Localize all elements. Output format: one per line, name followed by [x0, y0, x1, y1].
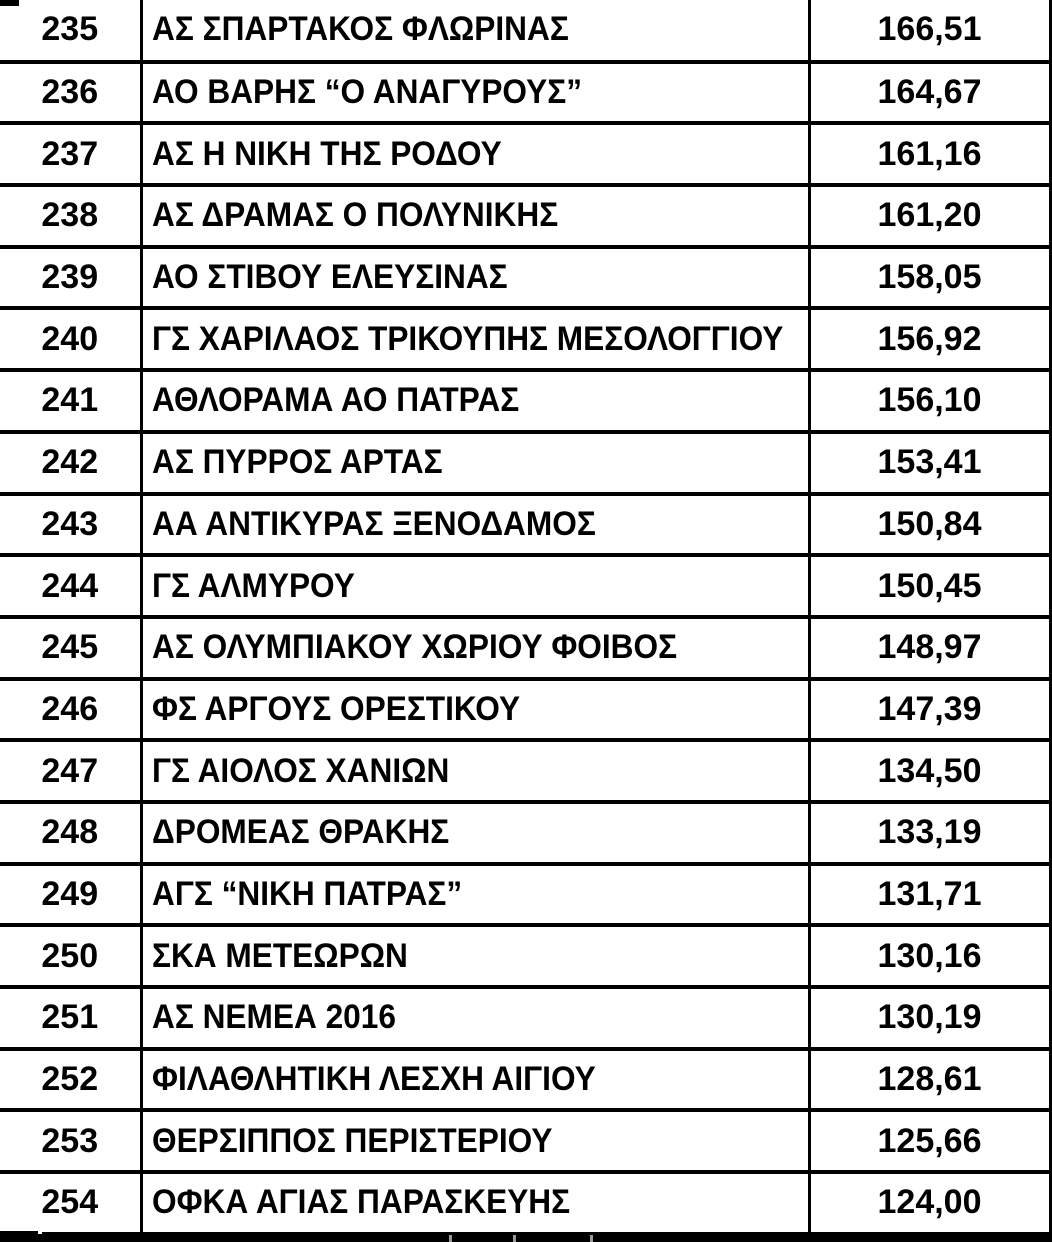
club-name-text: ΔΡΟΜΕΑΣ ΘΡΑΚΗΣ — [151, 813, 449, 852]
club-name-text: ΓΣ ΑΛΜΥΡΟΥ — [151, 566, 355, 605]
club-name-cell — [141, 185, 809, 247]
club-name-cell — [141, 370, 809, 432]
rank-cell: 242 — [0, 432, 141, 494]
points-cell: 161,20 — [809, 185, 1050, 247]
table-row — [0, 432, 1050, 494]
club-name-cell — [141, 1172, 809, 1234]
cropped-border-fragment-top-left — [0, 0, 19, 6]
club-name-text: ΟΦΚΑ ΑΓΙΑΣ ΠΑΡΑΣΚΕΥΗΣ — [151, 1183, 570, 1222]
rank-cell: 243 — [0, 494, 141, 556]
club-name-text: ΑΘΛΟΡΑΜΑ ΑΟ ΠΑΤΡΑΣ — [151, 381, 519, 420]
table-row — [0, 864, 1050, 926]
rank-cell: 248 — [0, 802, 141, 864]
rank-cell: 236 — [0, 62, 141, 124]
club-name-text: ΑΟ ΣΤΙΒΟΥ ΕΛΕΥΣΙΝΑΣ — [151, 258, 508, 297]
table-row — [0, 925, 1050, 987]
club-name-cell — [141, 1049, 809, 1111]
table-row — [0, 1172, 1050, 1234]
table-row — [0, 247, 1050, 309]
rank-cell: 241 — [0, 370, 141, 432]
club-name-text: ΑΟ ΒΑΡΗΣ “Ο ΑΝΑΓΥΡΟΥΣ” — [151, 73, 582, 112]
bottom-border-notch — [590, 1235, 593, 1242]
points-cell: 131,71 — [809, 864, 1050, 926]
club-name-cell — [141, 308, 809, 370]
rank-cell: 235 — [0, 0, 141, 62]
rank-cell: 253 — [0, 1110, 141, 1172]
rank-cell: 244 — [0, 555, 141, 617]
points-cell: 150,45 — [809, 555, 1050, 617]
rank-cell: 237 — [0, 123, 141, 185]
club-name-cell — [141, 987, 809, 1049]
table-row — [0, 494, 1050, 556]
points-cell: 147,39 — [809, 679, 1050, 741]
rank-cell: 249 — [0, 864, 141, 926]
points-cell: 133,19 — [809, 802, 1050, 864]
rank-cell: 252 — [0, 1049, 141, 1111]
club-name-cell — [141, 864, 809, 926]
points-cell: 166,51 — [809, 0, 1050, 62]
club-name-text: ΑΣ ΠΥΡΡΟΣ ΑΡΤΑΣ — [151, 443, 443, 482]
club-name-text: ΑΑ ΑΝΤΙΚΥΡΑΣ ΞΕΝΟΔΑΜΟΣ — [151, 504, 596, 543]
table-row — [0, 1049, 1050, 1111]
club-name-text: ΘΕΡΣΙΠΠΟΣ ΠΕΡΙΣΤΕΡΙΟΥ — [151, 1121, 552, 1160]
club-name-text: ΑΣ Η ΝΙΚΗ ΤΗΣ ΡΟΔΟΥ — [151, 134, 502, 173]
points-cell: 164,67 — [809, 62, 1050, 124]
points-cell: 148,97 — [809, 617, 1050, 679]
rank-cell: 238 — [0, 185, 141, 247]
points-cell: 156,92 — [809, 308, 1050, 370]
table-row — [0, 185, 1050, 247]
table-row — [0, 62, 1050, 124]
table-row — [0, 679, 1050, 741]
table-row — [0, 740, 1050, 802]
points-cell: 130,16 — [809, 925, 1050, 987]
club-name-text: ΑΓΣ “ΝΙΚΗ ΠΑΤΡΑΣ” — [151, 874, 462, 913]
points-cell: 134,50 — [809, 740, 1050, 802]
rank-cell: 251 — [0, 987, 141, 1049]
points-cell: 158,05 — [809, 247, 1050, 309]
club-name-cell — [141, 555, 809, 617]
club-name-text: ΦΙΛΑΘΛΗΤΙΚΗ ΛΕΣΧΗ ΑΙΓΙΟΥ — [151, 1060, 596, 1099]
points-cell: 125,66 — [809, 1110, 1050, 1172]
bottom-border-notch — [449, 1235, 452, 1242]
rank-cell: 239 — [0, 247, 141, 309]
rank-cell: 247 — [0, 740, 141, 802]
bottom-border-notch — [513, 1235, 516, 1242]
table-row — [0, 617, 1050, 679]
table-row — [0, 370, 1050, 432]
club-name-cell — [141, 494, 809, 556]
club-name-text: ΣΚΑ ΜΕΤΕΩΡΩΝ — [151, 936, 408, 975]
next-row-top-border — [0, 1234, 1052, 1242]
points-cell: 161,16 — [809, 123, 1050, 185]
club-name-cell — [141, 617, 809, 679]
club-name-text: ΓΣ ΑΙΟΛΟΣ ΧΑΝΙΩΝ — [151, 751, 449, 790]
club-name-cell — [141, 1110, 809, 1172]
points-cell: 130,19 — [809, 987, 1050, 1049]
table-row — [0, 555, 1050, 617]
club-name-text: ΑΣ ΣΠΑΡΤΑΚΟΣ ΦΛΩΡΙΝΑΣ — [151, 10, 569, 49]
club-name-text: ΑΣ ΟΛΥΜΠΙΑΚΟΥ ΧΩΡΙΟΥ ΦΟΙΒΟΣ — [151, 628, 677, 667]
table-row — [0, 0, 1050, 62]
club-name-cell — [141, 740, 809, 802]
club-name-cell — [141, 123, 809, 185]
club-name-text: ΓΣ ΧΑΡΙΛΑΟΣ ΤΡΙΚΟΥΠΗΣ ΜΕΣΟΛΟΓΓΙΟΥ — [151, 319, 783, 358]
rank-cell: 254 — [0, 1172, 141, 1234]
rank-cell: 245 — [0, 617, 141, 679]
points-cell: 156,10 — [809, 370, 1050, 432]
points-cell: 150,84 — [809, 494, 1050, 556]
table-row — [0, 987, 1050, 1049]
rank-cell: 240 — [0, 308, 141, 370]
club-name-cell — [141, 802, 809, 864]
table-row — [0, 308, 1050, 370]
table-row — [0, 802, 1050, 864]
points-cell: 153,41 — [809, 432, 1050, 494]
club-name-cell — [141, 62, 809, 124]
club-name-text: ΦΣ ΑΡΓΟΥΣ ΟΡΕΣΤΙΚΟΥ — [151, 689, 520, 728]
club-name-cell — [141, 247, 809, 309]
table-row — [0, 123, 1050, 185]
rank-cell: 246 — [0, 679, 141, 741]
club-name-cell — [141, 925, 809, 987]
club-name-text: ΑΣ ΝΕΜΕΑ 2016 — [151, 998, 396, 1037]
points-cell: 124,00 — [809, 1172, 1050, 1234]
club-name-cell — [141, 432, 809, 494]
club-name-cell — [141, 679, 809, 741]
club-name-cell — [141, 0, 809, 62]
rank-cell: 250 — [0, 925, 141, 987]
club-name-text: ΑΣ ΔΡΑΜΑΣ Ο ΠΟΛΥΝΙΚΗΣ — [151, 196, 558, 235]
table-row — [0, 1110, 1050, 1172]
points-cell: 128,61 — [809, 1049, 1050, 1111]
